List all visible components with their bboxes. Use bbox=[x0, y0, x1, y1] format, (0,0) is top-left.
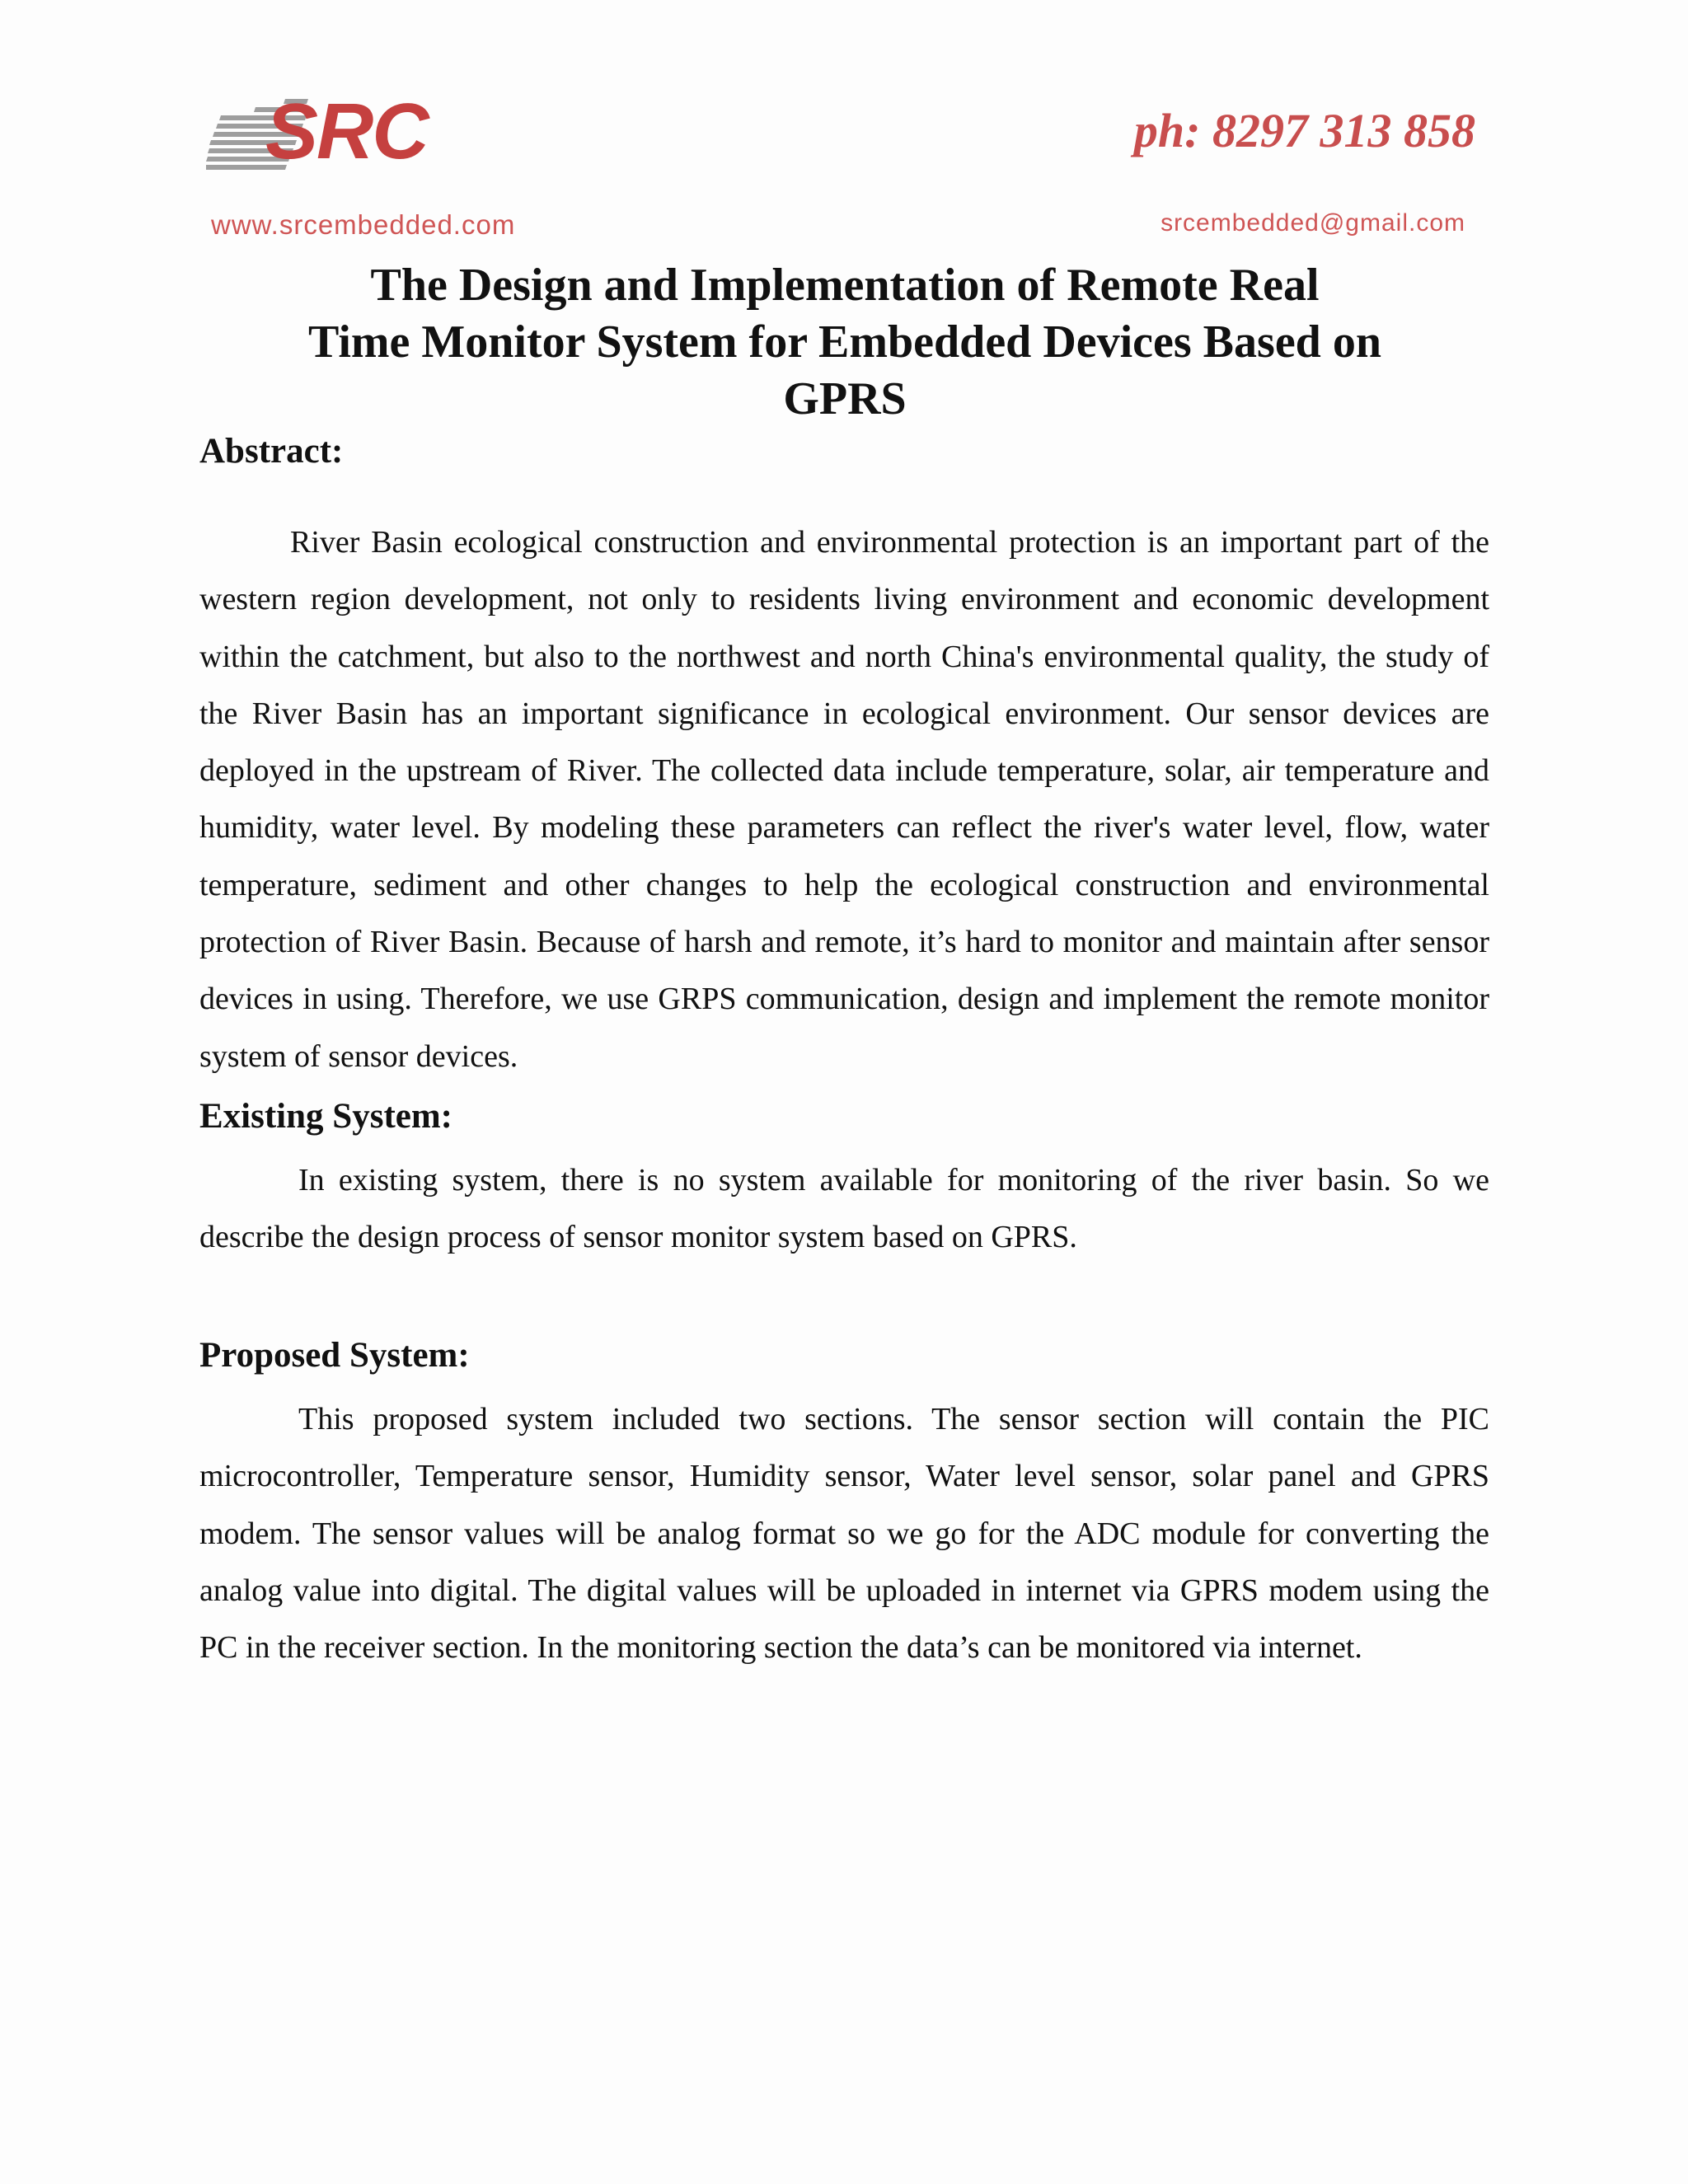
proposed-system-heading: Proposed System: bbox=[199, 1336, 470, 1375]
title-line: GPRS bbox=[783, 373, 907, 424]
document-title bbox=[198, 257, 1492, 428]
src-logo-text: SRC bbox=[265, 87, 428, 176]
phone-number: ph: 8297 313 858 bbox=[1133, 104, 1475, 157]
existing-system-heading: Existing System: bbox=[199, 1097, 452, 1136]
title-line: The Design and Implementation of Remote Real bbox=[370, 260, 1320, 311]
website-url: www.srcembedded.com bbox=[211, 209, 516, 240]
abstract-heading: Abstract: bbox=[199, 432, 344, 471]
email-address: srcembedded@gmail.com bbox=[1160, 209, 1465, 237]
existing-system-paragraph: In existing system, there is no system available for monitoring of the river basin. So we describe the design process of sensor monitor system based on GPRS. bbox=[199, 1163, 1489, 1255]
abstract-paragraph: River Basin ecological construction and environmental protection is an important part of the western region development, not only to residents living environment and economic development within the catchment, but also to the northwest and north China's environmental quality, the study of the River Basin has an important significance in ecological environment. Our sensor devices are deployed in the upstream of River. The collected data include temperature, solar, air temperature and humidity, water level. By modeling these parameters can reflect the river's water level, flow, water temperature, sediment and other changes to help the ecological construction and environmental protection of River Basin. Because of harsh and remote, it’s hard to monitor and maintain after sensor devices in using. Therefore, we use GRPS communication, design and implement the remote monitor system of sensor devices. bbox=[199, 525, 1489, 1074]
title-line: Time Monitor System for Embedded Devices Based on bbox=[308, 316, 1381, 368]
proposed-system-paragraph: This proposed system included two sections. The sensor section will contain the PIC microcontroller, Temperature sensor, Humidity sensor, Water level sensor, solar panel and GPRS modem. The sensor values will be analog format so we go for the ADC module for converting the analog value into digital. The digital values will be uploaded in internet via GPRS modem using the PC in the receiver section. In the monitoring section the data’s can be monitored via internet. bbox=[199, 1402, 1489, 1666]
